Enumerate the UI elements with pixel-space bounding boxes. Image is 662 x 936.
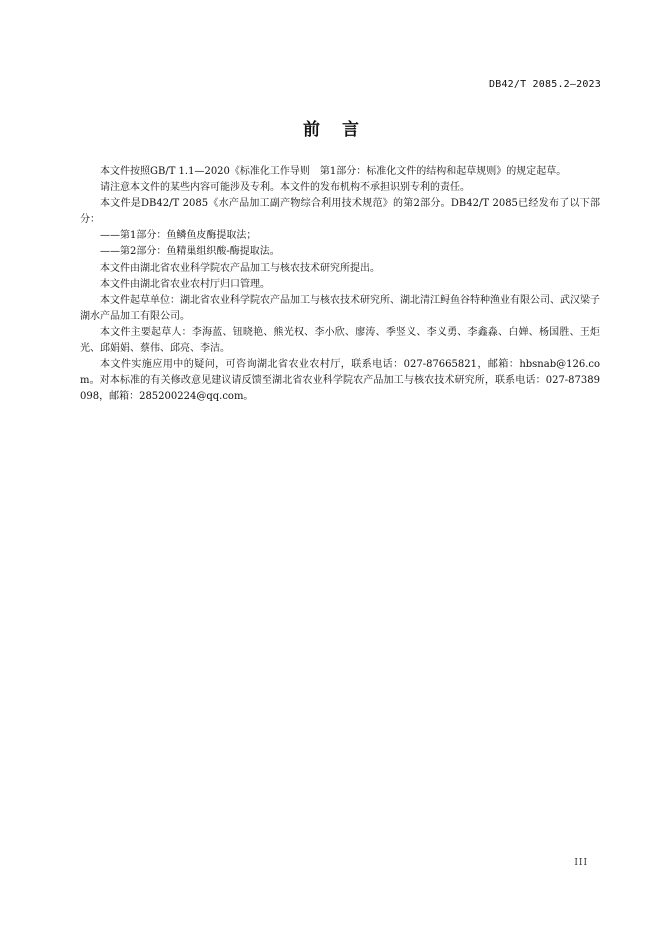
foreword-body [80,164,600,405]
paragraph-series-info: 本文件是DB42/T 2085《水产品加工副产物综合利用技术规范》的第2部分。DB42/T 2085已经发布了以下部分： [80,198,600,226]
page-title: 前言 [303,120,381,140]
paragraph-drafting-basis: 本文件按照GB/T 1.1—2020《标准化工作导则 第1部分：标准化文件的结构和起草规则》的规定起草。 [100,166,567,177]
paragraph-part-1: ——第1部分：鱼鳞鱼皮酶提取法； [100,230,257,242]
paragraph-administration: 本文件由湖北省农业农村厅归口管理。 [100,278,270,290]
paragraph-part-2: ——第2部分：鱼精巢组织酸-酶提取法。 [100,246,280,258]
paragraph-contact: 本文件实施应用中的疑问，可咨询湖北省农业农村厅，联系电话：027-87665821，邮箱：hbsnab@126.com。对本标准的有关修改意见建议请反馈至湖北省农业科学院农产品加工与核农技术研究所，联系电话：027-87389098，邮箱：285200224@qq.com。 [80,359,600,403]
document-code: DB42/T 2085.2—2023 [489,79,601,90]
paragraph-patent-notice: 请注意本文件的某些内容可能涉及专利。本文件的发布机构不承担识别专利的责任。 [100,182,470,194]
paragraph-proposer: 本文件由湖北省农业科学院农产品加工与核农技术研究所提出。 [100,262,380,274]
paragraph-drafters: 本文件主要起草人：李海蓝、钮晓艳、熊光权、李小欣、廖涛、季竖义、李义勇、李鑫淼、白婵、杨国胜、王炬光、邱娟娟、蔡伟、邱亮、李洁。 [80,326,600,355]
paragraph-drafting-units: 本文件起草单位：湖北省农业科学院农产品加工与核农技术研究所、湖北清江鲟鱼谷特种渔业有限公司、武汉梁子湖水产品加工有限公司。 [80,294,600,322]
page-number: III [574,858,588,868]
